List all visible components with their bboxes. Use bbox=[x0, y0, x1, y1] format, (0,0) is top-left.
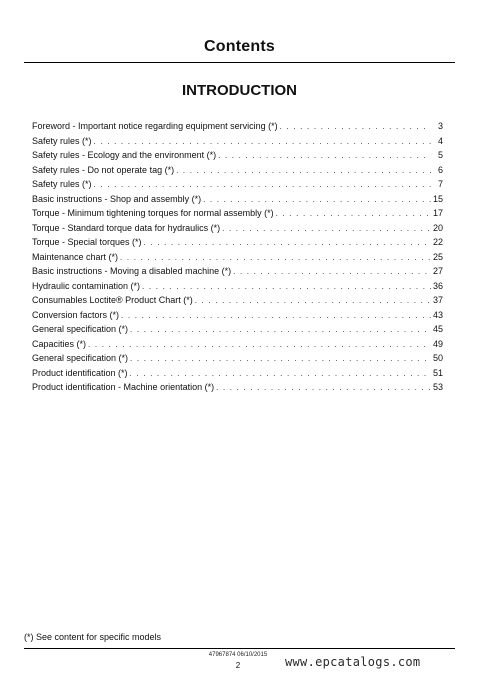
toc-entry[interactable] bbox=[32, 366, 443, 381]
toc-entry-title: Safety rules (*) bbox=[32, 179, 92, 189]
toc-entry[interactable] bbox=[32, 163, 443, 178]
toc-entry-page: 36 bbox=[432, 280, 443, 291]
toc-entry[interactable] bbox=[32, 351, 443, 366]
toc-entry-page: 4 bbox=[437, 135, 443, 146]
toc-entry-title: General specification (*) bbox=[32, 324, 129, 334]
dot-leader bbox=[94, 178, 431, 193]
toc-entry-title: Maintenance chart (*) bbox=[32, 251, 119, 262]
toc-entry[interactable] bbox=[32, 264, 443, 279]
toc-entry-title: Torque - Minimum tightening torques for normal assembly (*) bbox=[32, 208, 274, 218]
table-of-contents bbox=[32, 119, 443, 395]
dot-leader bbox=[130, 367, 431, 382]
toc-entry-title: Torque - Standard torque data for hydraulics (*) bbox=[32, 222, 221, 233]
toc-entry[interactable] bbox=[32, 206, 443, 221]
toc-entry-title: Product identification (*) bbox=[32, 367, 128, 378]
toc-entry-title: Hydraulic contamination (*) bbox=[32, 280, 141, 291]
toc-entry[interactable] bbox=[32, 148, 443, 163]
toc-entry-title: Safety rules (*) bbox=[32, 135, 92, 146]
toc-entry-page: 7 bbox=[437, 179, 443, 189]
dot-leader bbox=[130, 352, 431, 367]
page-number: 2 bbox=[235, 661, 241, 670]
toc-entry-title: Conversion factors (*) bbox=[32, 309, 120, 320]
toc-entry[interactable] bbox=[32, 119, 443, 134]
dot-leader bbox=[88, 338, 431, 353]
toc-entry-title: Consumables Loctite® Product Chart (*) bbox=[32, 295, 193, 305]
page-title: Contents bbox=[204, 38, 275, 55]
toc-entry[interactable] bbox=[32, 279, 443, 294]
toc-entry[interactable] bbox=[32, 192, 443, 207]
title-divider bbox=[24, 62, 455, 63]
dot-leader bbox=[144, 236, 431, 251]
toc-entry-page: 3 bbox=[437, 121, 443, 131]
section-title: INTRODUCTION bbox=[182, 82, 297, 99]
toc-entry-page: 25 bbox=[432, 251, 443, 262]
toc-entry-page: 27 bbox=[432, 266, 443, 276]
dot-leader bbox=[121, 309, 431, 324]
toc-entry[interactable] bbox=[32, 221, 443, 236]
document-id: 47967874 06/10/2015 bbox=[208, 652, 268, 658]
toc-entry-page: 15 bbox=[432, 193, 443, 204]
toc-entry-page: 49 bbox=[432, 338, 443, 349]
dot-leader bbox=[276, 207, 431, 222]
dot-leader bbox=[130, 323, 431, 338]
toc-entry-title: Foreword - Important notice regarding equipment servicing (*) bbox=[32, 121, 278, 131]
watermark-url: www.epcatalogs.com bbox=[285, 655, 421, 669]
dot-leader bbox=[233, 265, 431, 280]
toc-entry-page: 20 bbox=[432, 222, 443, 233]
toc-entry-title: Safety rules - Do not operate tag (*) bbox=[32, 164, 175, 175]
footnote: (*) See content for specific models bbox=[24, 632, 162, 642]
toc-entry[interactable] bbox=[32, 250, 443, 265]
toc-entry-page: 45 bbox=[432, 324, 443, 334]
dot-leader bbox=[94, 135, 431, 150]
toc-entry[interactable] bbox=[32, 177, 443, 192]
footer-divider bbox=[24, 648, 455, 649]
toc-entry-page: 50 bbox=[432, 353, 443, 363]
dot-leader bbox=[222, 222, 431, 237]
toc-entry-page: 5 bbox=[437, 150, 443, 160]
toc-entry-title: Product identification - Machine orientation (*) bbox=[32, 382, 215, 392]
toc-entry-title: Safety rules - Ecology and the environment (*) bbox=[32, 150, 217, 160]
toc-entry-page: 37 bbox=[432, 295, 443, 305]
toc-entry-page: 51 bbox=[432, 367, 443, 378]
toc-entry-title: Basic instructions - Moving a disabled machine (*) bbox=[32, 266, 232, 276]
dot-leader bbox=[216, 381, 431, 396]
toc-entry-title: Capacities (*) bbox=[32, 338, 87, 349]
toc-entry[interactable] bbox=[32, 322, 443, 337]
dot-leader bbox=[218, 149, 431, 164]
toc-entry[interactable] bbox=[32, 308, 443, 323]
toc-entry[interactable] bbox=[32, 235, 443, 250]
toc-entry-page: 6 bbox=[437, 164, 443, 175]
dot-leader bbox=[280, 120, 431, 135]
toc-entry-title: Basic instructions - Shop and assembly (*) bbox=[32, 193, 202, 204]
toc-entry[interactable] bbox=[32, 293, 443, 308]
dot-leader bbox=[142, 280, 431, 295]
dot-leader bbox=[176, 164, 431, 179]
toc-entry-page: 43 bbox=[432, 309, 443, 320]
dot-leader bbox=[120, 251, 431, 266]
dot-leader bbox=[203, 193, 431, 208]
dot-leader bbox=[195, 294, 431, 309]
toc-entry-title: General specification (*) bbox=[32, 353, 129, 363]
toc-entry-page: 22 bbox=[432, 237, 443, 247]
toc-entry[interactable] bbox=[32, 380, 443, 395]
toc-entry-page: 17 bbox=[432, 208, 443, 218]
toc-entry[interactable] bbox=[32, 337, 443, 352]
toc-entry-page: 53 bbox=[432, 382, 443, 392]
toc-entry[interactable] bbox=[32, 134, 443, 149]
toc-entry-title: Torque - Special torques (*) bbox=[32, 237, 142, 247]
